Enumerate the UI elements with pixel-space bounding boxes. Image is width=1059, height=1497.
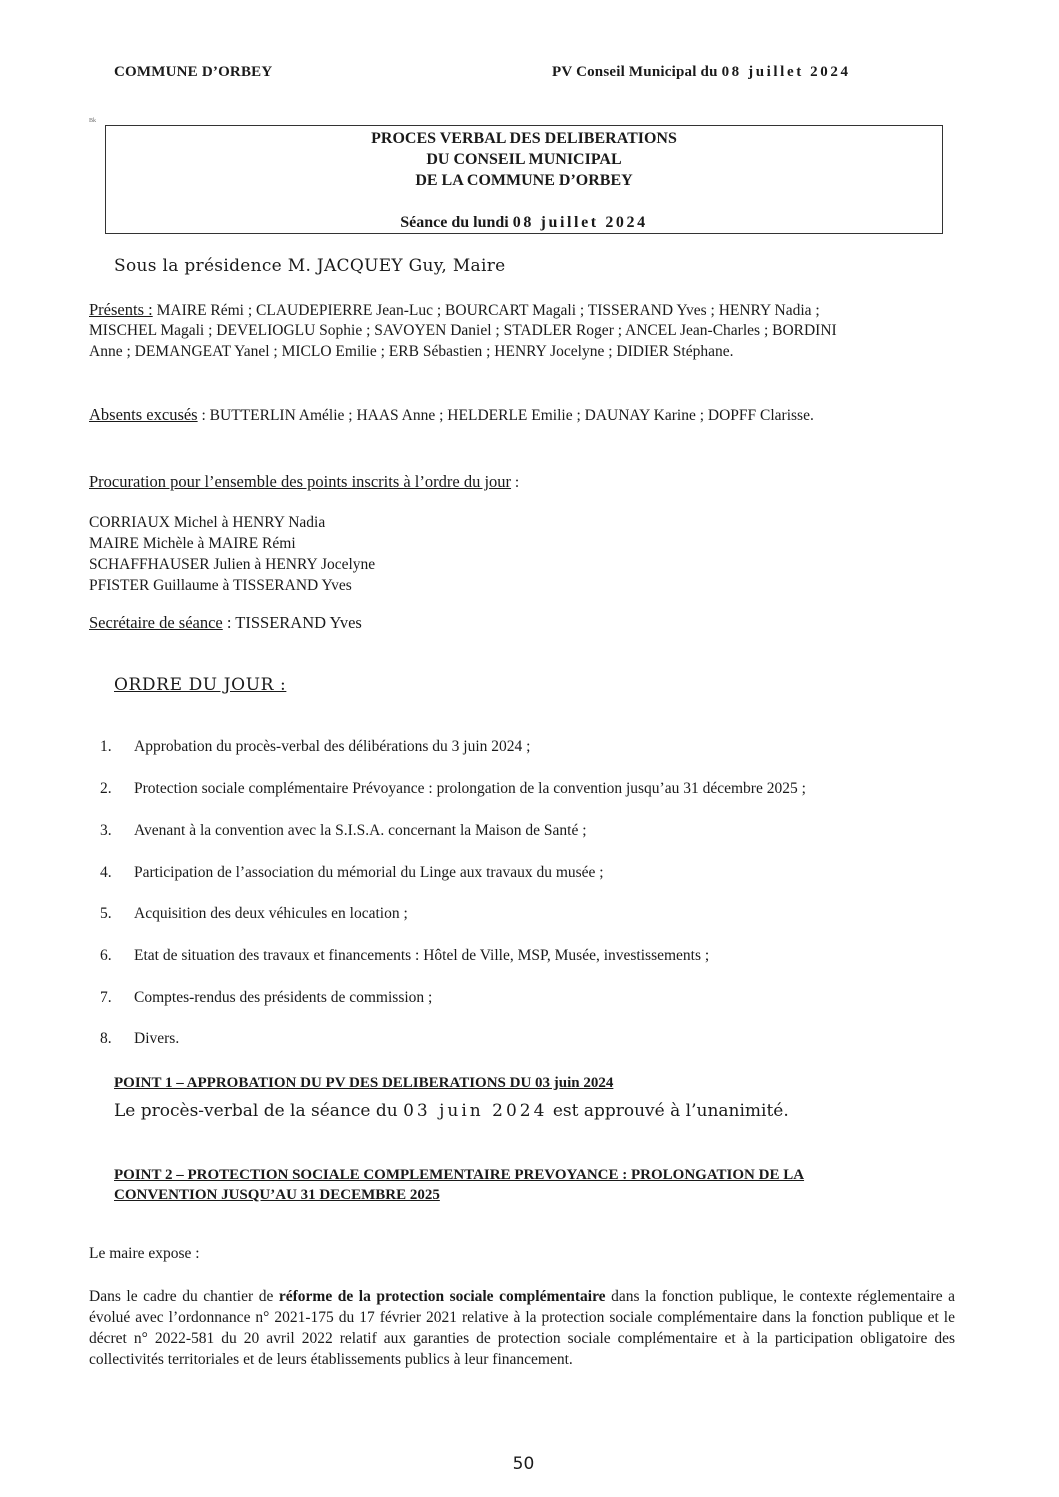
title-line-2: DU CONSEIL MUNICIPAL [426,151,622,168]
header-pv-date: 08 juillet 2024 [721,64,851,80]
agenda-item-num: 4. [100,864,112,881]
procuration-item: MAIRE Michèle à MAIRE Rémi [89,535,296,552]
agenda-item-num: 3. [100,822,112,839]
agenda-item [100,1030,980,1048]
presents-line-2: MISCHEL Magali ; DEVELIOGLU Sophie ; SAVOYEN Daniel ; STADLER Roger ; ANCEL Jean-Charles ; BORDINI [89,322,837,339]
ordre-du-jour-title: ORDRE DU JOUR : [114,675,287,695]
title-line-3: DE LA COMMUNE D’ORBEY [415,172,633,189]
agenda-item-text: Avenant à la convention avec la S.I.S.A. concernant la Maison de Santé ; [134,822,587,839]
seance-date: 08 juillet 2024 [512,214,648,231]
point2-para-rest: dans la fonction publique, le contexte réglementaire a évolué avec l’ordonnance n° 2021-175 du 17 février 2021 relative à la protection sociale complémentaire dans la fonction publique et le décret n° 2022-581 du 20 avril 2022 relatif aux garanties de protection sociale complémentaire et à la participation obligatoire des collectivités territoriales et de leurs établissements publics à leur financement. [89,1288,955,1368]
agenda-item [100,947,980,965]
header-pv-title [552,64,851,81]
point2-para-bold: réforme de la protection sociale complémentaire [278,1288,606,1305]
maire-expose: Le maire expose : [89,1245,200,1262]
point1-text-date: 03 juin 2024 [403,1101,548,1121]
point1-title: POINT 1 – APPROBATION DU PV DES DELIBERATIONS DU 03 juin 2024 [114,1075,614,1091]
secretaire-text: : TISSERAND Yves [222,613,362,632]
point1-text [114,1101,789,1121]
procuration-heading [89,471,959,493]
procuration-item: SCHAFFHAUSER Julien à HENRY Jocelyne [89,556,376,573]
presents-line-1 [89,299,959,321]
agenda-item-text: Acquisition des deux véhicules en location ; [134,905,408,922]
point1-text-suffix: est approuvé à l’unanimité. [547,1101,789,1121]
agenda-item [100,738,980,756]
agenda-item [100,822,980,840]
header-commune: COMMUNE D’ORBEY [114,64,273,80]
presents-text-1: MAIRE Rémi ; CLAUDEPIERRE Jean-Luc ; BOURCART Magali ; TISSERAND Yves ; HENRY Nadia ; [152,302,820,319]
absents [89,404,959,426]
seance-prefix: Séance du lundi [400,214,513,231]
procuration-item: CORRIAUX Michel à HENRY Nadia [89,514,326,531]
corner-mark: Bk [89,118,97,124]
agenda-item-num: 5. [100,905,112,922]
procuration-suffix: : [511,474,520,491]
secretaire [89,612,959,634]
agenda-item-num: 7. [100,989,112,1006]
agenda-item [100,780,980,798]
agenda-item [100,864,980,882]
header-pv-prefix: PV Conseil Municipal du [552,64,722,80]
agenda-item-num: 2. [100,780,112,797]
agenda-item [100,905,980,923]
title-line-1: PROCES VERBAL DES DELIBERATIONS [371,130,677,147]
agenda-item-text: Participation de l’association du mémorial du Linge aux travaux du musée ; [134,864,604,881]
agenda-item-num: 1. [100,738,112,755]
presidence: Sous la présidence M. JACQUEY Guy, Maire [114,256,506,276]
presents-line-3: Anne ; DEMANGEAT Yanel ; MICLO Emilie ; ERB Sébastien ; HENRY Jocelyne ; DIDIER Stéphane. [89,343,734,360]
title-box [105,125,943,234]
secretaire-label: Secrétaire de séance [89,613,223,632]
agenda-item-num: 8. [100,1030,112,1047]
procuration-label: Procuration pour l’ensemble des points inscrits à l’ordre du jour [89,472,512,491]
agenda-item-text: Etat de situation des travaux et financements : Hôtel de Ville, MSP, Musée, investissements ; [134,947,710,964]
agenda-item-text: Protection sociale complémentaire Prévoyance : prolongation de la convention jusqu’au 31 décembre 2025 ; [134,780,806,797]
point2-para-prefix: Dans le cadre du chantier de [89,1288,279,1305]
seance-line [106,214,942,232]
agenda-item [100,989,980,1007]
agenda-item-text: Comptes-rendus des présidents de commission ; [134,989,433,1006]
absents-text: : BUTTERLIN Amélie ; HAAS Anne ; HELDERLE Emilie ; DAUNAY Karine ; DOPFF Clarisse. [197,407,814,424]
presents-label: Présents : [89,300,153,319]
point2-title-line-2: CONVENTION JUSQU’AU 31 DECEMBRE 2025 [114,1187,440,1203]
procuration-item: PFISTER Guillaume à TISSERAND Yves [89,577,352,594]
point2-paragraph [89,1286,955,1370]
point2-title-line-1: POINT 2 – PROTECTION SOCIALE COMPLEMENTAIRE PREVOYANCE : PROLONGATION DE LA [114,1167,805,1183]
agenda-item-text: Divers. [134,1030,180,1047]
agenda-item-num: 6. [100,947,112,964]
absents-label: Absents excusés [89,405,198,424]
page-number: 50 [512,1454,535,1474]
agenda-item-text: Approbation du procès-verbal des délibérations du 3 juin 2024 ; [134,738,531,755]
point1-text-prefix: Le procès-verbal de la séance du [114,1101,404,1121]
